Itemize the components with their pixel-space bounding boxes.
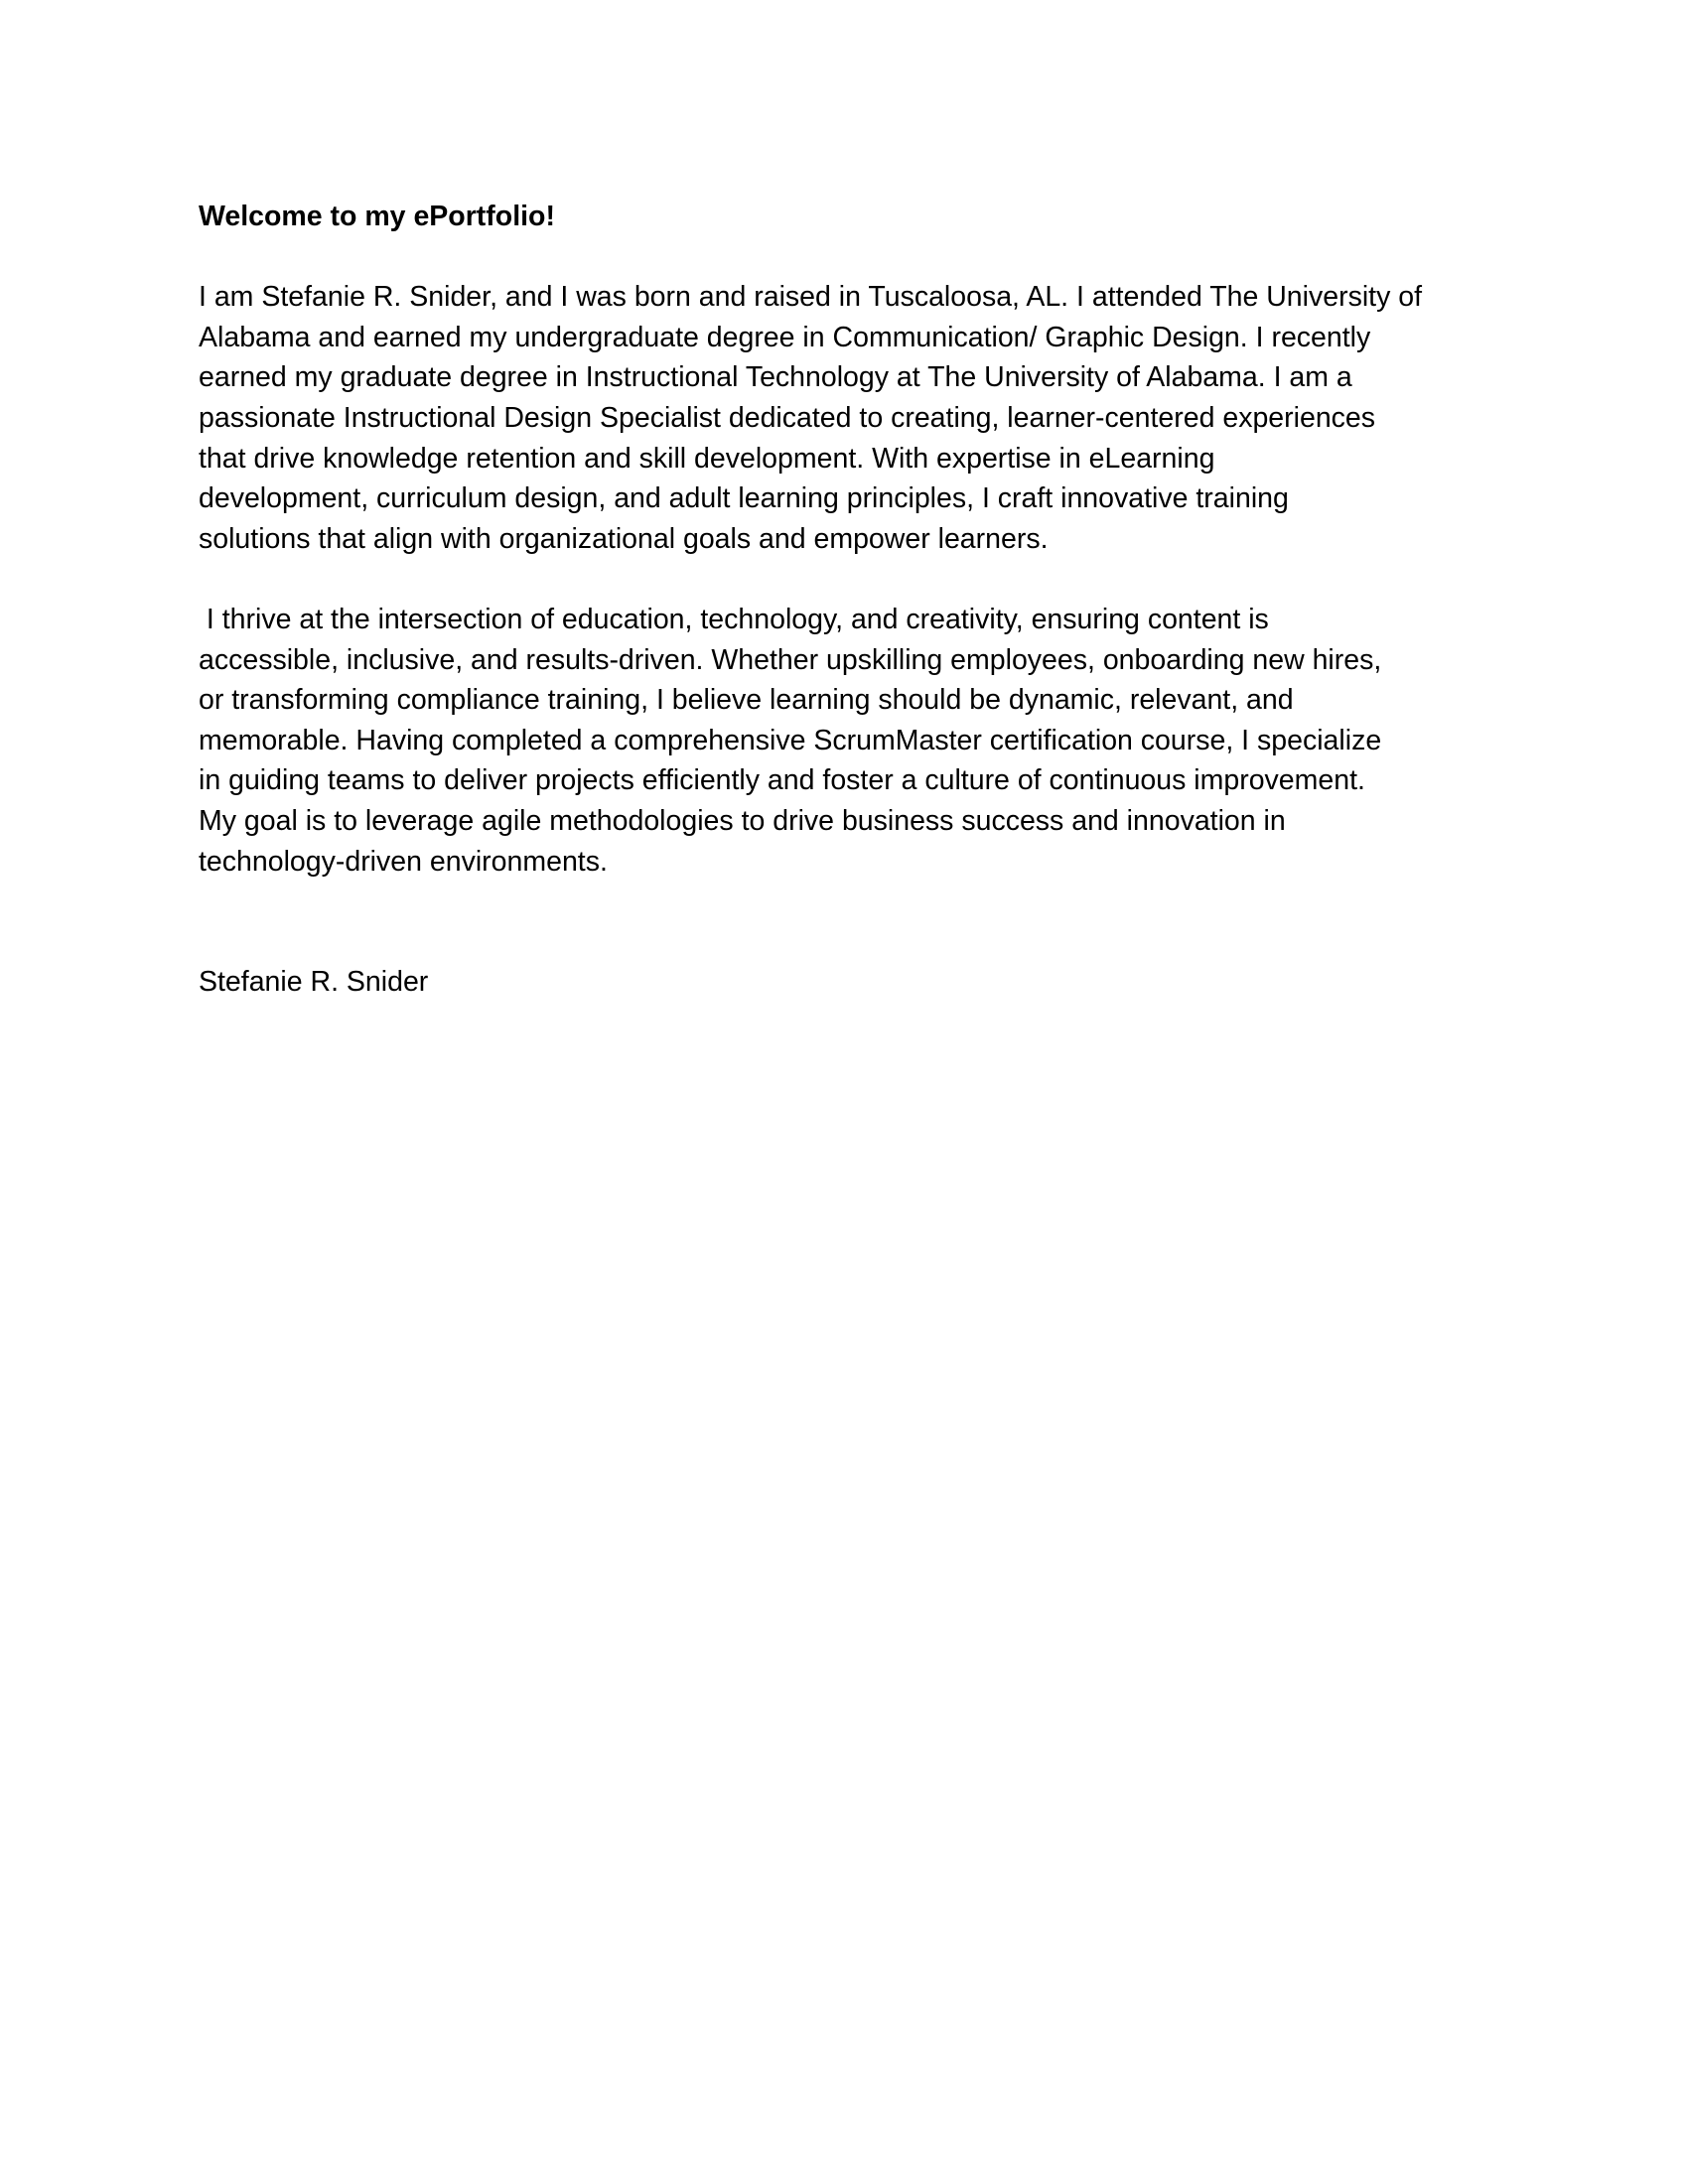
spacer — [199, 882, 1499, 962]
paragraph-goals — [199, 600, 1499, 882]
paragraph-line: in guiding teams to deliver projects efficiently and foster a culture of continuous improvement. — [199, 764, 1365, 797]
paragraph-line: memorable. Having completed a comprehensive ScrumMaster certification course, I specialize — [199, 724, 1382, 756]
paragraph-line: Alabama and earned my undergraduate degree in Communication/ Graphic Design. I recently — [199, 321, 1371, 353]
document-body — [199, 197, 1499, 1003]
paragraph-line: My goal is to leverage agile methodologies to drive business success and innovation in — [199, 804, 1286, 837]
signature: Stefanie R. Snider — [199, 966, 429, 999]
paragraph-line: passionate Instructional Design Specialist dedicated to creating, learner-centered experiences — [199, 401, 1376, 434]
paragraph-line: earned my graduate degree in Instructional Technology at The University of Alabama. I am a — [199, 361, 1352, 394]
document-title: Welcome to my ePortfolio! — [199, 201, 555, 232]
paragraph-line: development, curriculum design, and adult learning principles, I craft innovative training — [199, 482, 1289, 515]
spacer — [199, 237, 1499, 278]
paragraph-line: or transforming compliance training, I believe learning should be dynamic, relevant, and — [199, 684, 1294, 717]
paragraph-line: solutions that align with organizational goals and empower learners. — [199, 522, 1049, 555]
paragraph-line: I am Stefanie R. Snider, and I was born and raised in Tuscaloosa, AL. I attended The University of — [199, 281, 1423, 314]
paragraph-line: accessible, inclusive, and results-driven. Whether upskilling employees, onboarding new hires, — [199, 643, 1382, 676]
spacer — [199, 559, 1499, 600]
paragraph-line: technology-driven environments. — [199, 845, 608, 878]
paragraph-intro — [199, 277, 1499, 559]
paragraph-line: that drive knowledge retention and skill development. With expertise in eLearning — [199, 442, 1215, 475]
paragraph-line: I thrive at the intersection of education, technology, and creativity, ensuring content is — [199, 603, 1269, 635]
